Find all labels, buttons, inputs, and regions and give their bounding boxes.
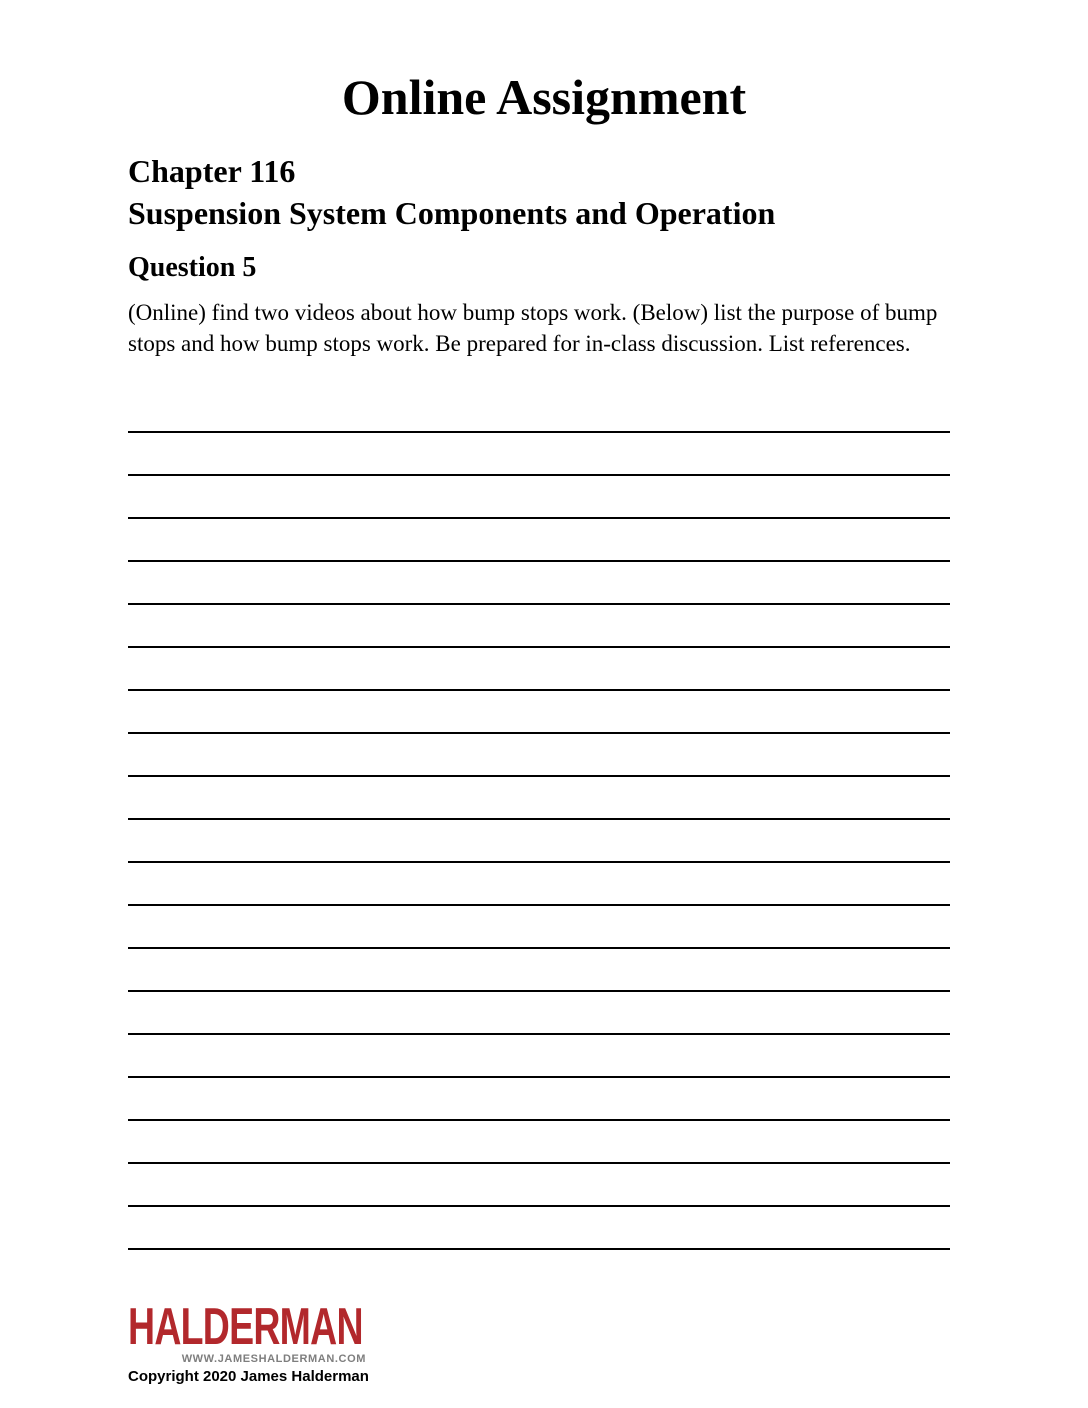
answer-line (128, 949, 950, 992)
answer-line (128, 863, 950, 906)
answer-line (128, 476, 950, 519)
answer-line (128, 1078, 950, 1121)
footer (128, 1298, 454, 1385)
answer-line (128, 1207, 950, 1250)
copyright-text: Copyright 2020 James Halderman (128, 1368, 369, 1385)
chapter-name: Suspension System Components and Operation (128, 195, 776, 231)
answer-line (128, 562, 950, 605)
answer-lines (128, 390, 950, 1250)
answer-line (128, 820, 950, 863)
answer-line (128, 433, 950, 476)
page-title: Online Assignment (341, 69, 747, 125)
answer-line (128, 992, 950, 1035)
chapter-heading: Chapter 116 (128, 153, 296, 189)
question-instructions: (Online) find two videos about how bump stops work. (Below) list the purpose of bump stops and how bump stops work. Be prepared for in-class discussion. List references. (128, 300, 938, 356)
chapter-block (128, 150, 775, 234)
logo-website-url: WWW.JAMESHALDERMAN.COM (181, 1353, 366, 1365)
answer-line (128, 1164, 950, 1207)
answer-line (128, 691, 950, 734)
answer-line (128, 390, 950, 433)
question-label: Question 5 (128, 252, 257, 283)
answer-line (128, 734, 950, 777)
answer-line (128, 777, 950, 820)
answer-line (128, 906, 950, 949)
answer-line (128, 1035, 950, 1078)
answer-line (128, 648, 950, 691)
halderman-logo: HALDERMAN (128, 1298, 363, 1356)
answer-line (128, 605, 950, 648)
answer-line (128, 1121, 950, 1164)
answer-line (128, 519, 950, 562)
